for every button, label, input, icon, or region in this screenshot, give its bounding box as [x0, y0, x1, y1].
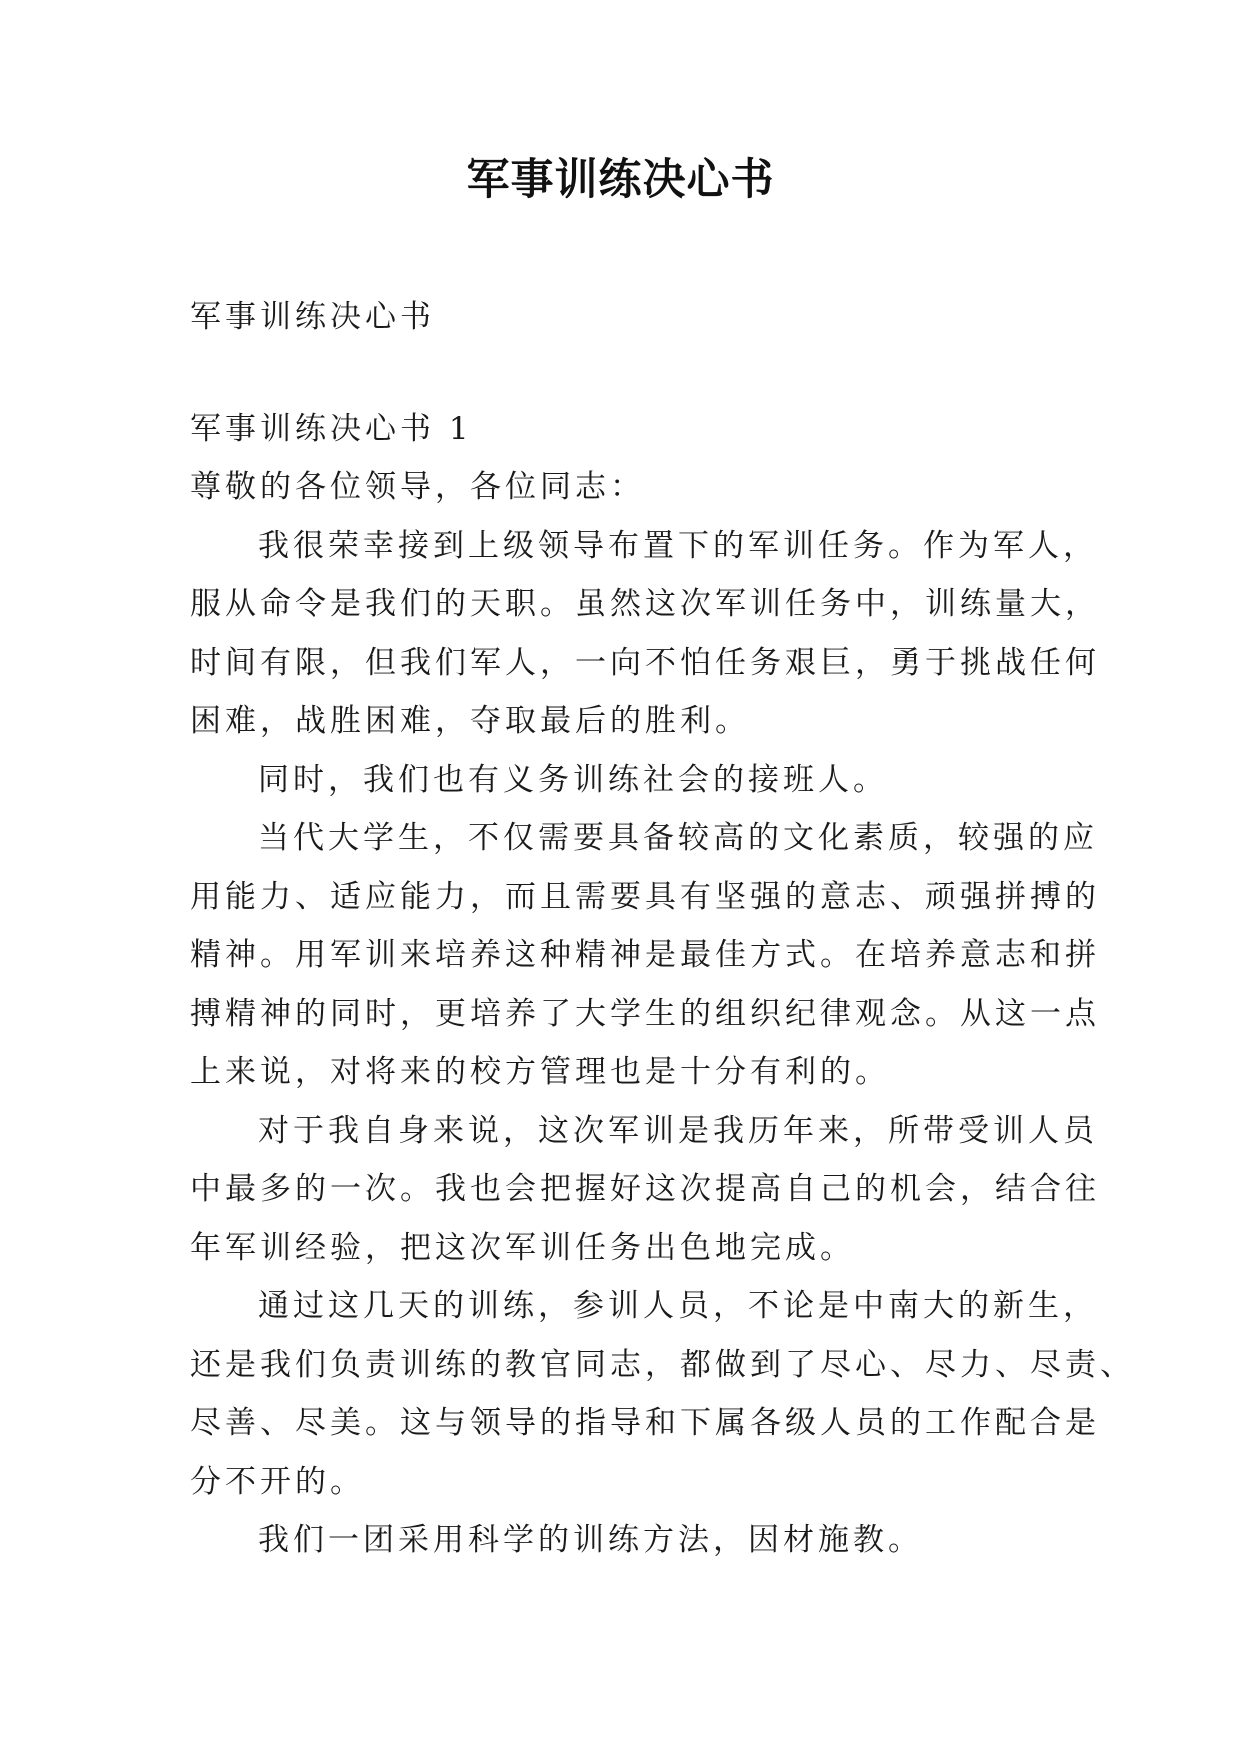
paragraph-line: 通过这几天的训练，参训人员，不论是中南大的新生，: [258, 1288, 1098, 1324]
paragraph-1: [190, 517, 1100, 751]
paragraph-line: 上来说，对将来的校方管理也是十分有利的。: [190, 1054, 890, 1090]
document-body: [190, 288, 1135, 1570]
paragraph-line: 精神。用军训来培养这种精神是最佳方式。在培养意志和拼: [190, 937, 1100, 973]
paragraph-line: 服从命令是我们的天职。虽然这次军训任务中，训练量大，: [190, 586, 1100, 622]
paragraph-line: 尽善、尽美。这与领导的指导和下属各级人员的工作配合是: [190, 1405, 1100, 1441]
paragraph-line: 年军训经验，把这次军训任务出色地完成。: [190, 1229, 855, 1266]
paragraph-line: 分不开的。: [190, 1463, 365, 1500]
paragraph-6: [190, 1511, 1070, 1570]
paragraph-line: 对于我自身来说，这次军训是我历年来，所带受训人员: [258, 1112, 1098, 1149]
paragraph-line: 时间有限，但我们军人，一向不怕任务艰巨，勇于挑战任何: [190, 644, 1100, 681]
paragraph-5: [190, 1277, 1135, 1511]
paragraph-line: 用能力、适应能力，而且需要具有坚强的意志、顽强拼搏的: [190, 878, 1100, 915]
salutation: 尊敬的各位领导，各位同志：: [190, 469, 645, 505]
paragraph-line: 我们一团采用科学的训练方法，因材施教。: [258, 1522, 923, 1558]
paragraph-line: 我很荣幸接到上级领导布置下的军训任务。作为军人，: [258, 527, 1098, 564]
paragraph-3: [190, 809, 1100, 1102]
document-title: 军事训练决心书: [466, 155, 775, 205]
document-subtitle: 军事训练决心书: [190, 299, 435, 335]
paragraph-line: 中最多的一次。我也会把握好这次提高自己的机会，结合往: [190, 1171, 1100, 1207]
paragraph-line: 还是我们负责训练的教官同志，都做到了尽心、尽力、尽责、: [190, 1346, 1135, 1383]
section-heading: 军事训练决心书 1: [190, 410, 473, 447]
paragraph-2: [190, 751, 1070, 810]
paragraph-line: 同时，我们也有义务训练社会的接班人。: [258, 761, 888, 798]
paragraph-line: 搏精神的同时，更培养了大学生的组织纪律观念。从这一点: [190, 995, 1100, 1032]
paragraph-line: 困难，战胜困难，夺取最后的胜利。: [190, 703, 750, 739]
paragraph-4: [190, 1102, 1100, 1278]
paragraph-line: 当代大学生，不仅需要具备较高的文化素质，较强的应: [258, 820, 1098, 856]
